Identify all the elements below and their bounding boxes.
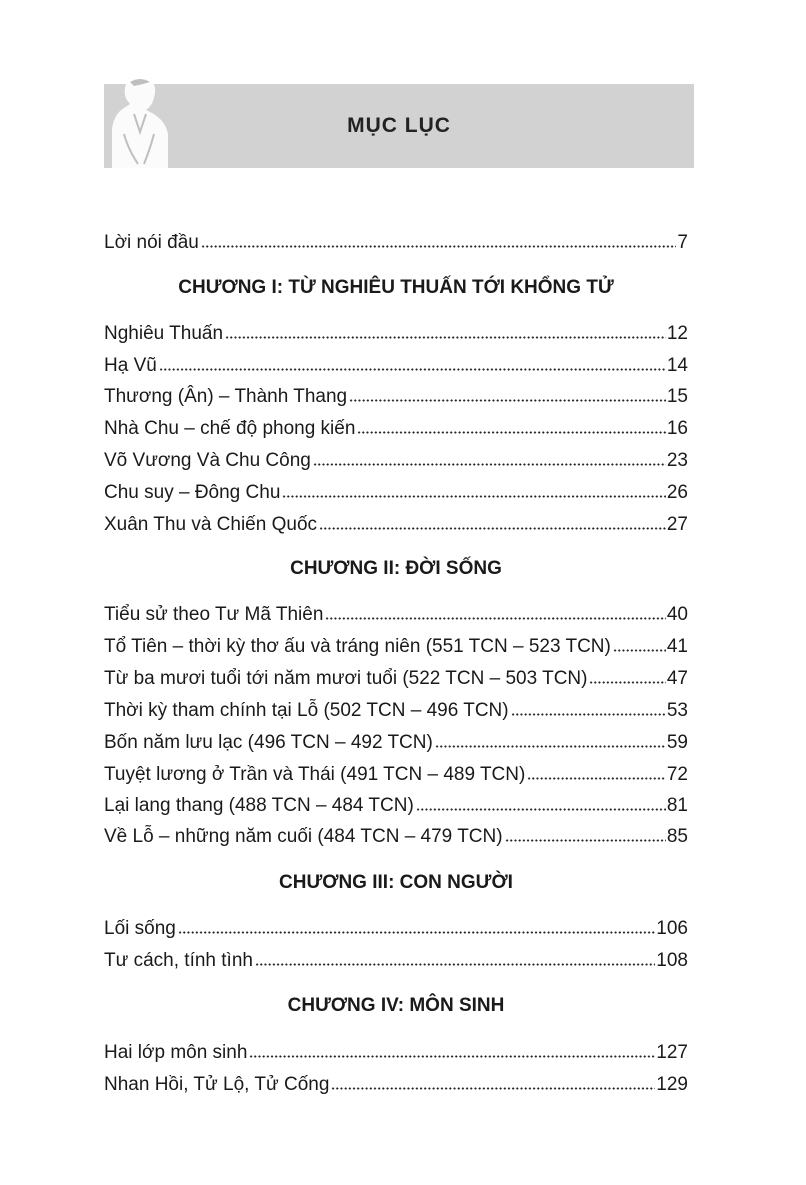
dot-leader [201,243,677,250]
dot-leader [178,929,655,936]
entry-title: Tuyệt lương ở Trần và Thái (491 TCN – 489 TCN) [104,764,526,785]
entry-title: Nhan Hồi, Tử Lộ, Tử Cống [104,1074,330,1095]
entry-title: Bốn năm lưu lạc (496 TCN – 492 TCN) [104,732,433,753]
entry-page: 7 [677,232,688,253]
toc-header [104,84,694,168]
entry-page: 40 [666,604,688,625]
entry-page: 129 [656,1074,688,1095]
entry-title: Từ ba mươi tuổi tới năm mươi tuổi (522 TCN – 503 TCN) [104,668,588,689]
entry-title: Tiểu sử theo Tư Mã Thiên [104,604,324,625]
dot-leader [255,961,655,968]
dot-leader [511,711,666,718]
entry-title: Thời kỳ tham chính tại Lỗ (502 TCN – 496 TCN) [104,700,509,721]
dot-leader [349,397,666,404]
entry-title: Thương (Ân) – Thành Thang [104,386,348,407]
toc-entry[interactable] [104,318,688,346]
page-title: MỤC LỤC [347,114,451,137]
entry-page: 27 [666,514,688,535]
entry-title: Nghiêu Thuấn [104,323,224,344]
entry-title: Hạ Vũ [104,355,157,376]
toc-entry[interactable] [104,913,688,941]
dot-leader [527,775,666,782]
toc-entry[interactable] [104,445,688,473]
dot-leader [505,837,666,844]
entry-page: 106 [656,918,688,939]
entry-title: Lối sống [104,918,176,939]
toc-entry[interactable] [104,790,688,818]
entry-page: 26 [666,482,688,503]
entry-page: 12 [666,323,688,344]
dot-leader [159,366,666,373]
entry-page: 127 [656,1042,688,1063]
entry-title: Hai lớp môn sinh [104,1042,248,1063]
entry-title: Xuân Thu và Chiến Quốc [104,514,318,535]
entry-title: Chu suy – Đông Chu [104,482,281,503]
entry-page: 41 [666,636,688,657]
toc-entry[interactable] [104,350,688,378]
toc-entry[interactable] [104,695,688,723]
dot-leader [319,525,666,532]
toc-entry[interactable] [104,759,688,787]
toc-entry[interactable] [104,413,688,441]
dot-leader [613,647,666,654]
dot-leader [313,461,666,468]
entry-page: 23 [666,450,688,471]
toc-entry[interactable] [104,599,688,627]
toc-entry[interactable] [104,509,688,537]
dot-leader [416,806,666,813]
entry-title: Về Lỗ – những năm cuối (484 TCN – 479 TCN) [104,826,503,847]
toc-entry[interactable] [104,821,688,849]
entry-title: Tư cách, tính tình [104,950,253,971]
entry-page: 16 [666,418,688,439]
chapter-heading-4: CHƯƠNG IV: MÔN SINH [287,995,505,1016]
chapter-heading-2: CHƯƠNG II: ĐỜI SỐNG [290,558,502,579]
entry-page: 53 [666,700,688,721]
entry-page: 85 [666,826,688,847]
chapter-heading-3: CHƯƠNG III: CON NGƯỜI [279,872,513,893]
entry-page: 14 [666,355,688,376]
toc-entry[interactable] [104,631,688,659]
toc-entry[interactable] [104,945,688,973]
dot-leader [435,743,666,750]
chapter-heading-1: CHƯƠNG I: TỪ NGHIÊU THUẤN TỚI KHỔNG TỬ [178,277,614,298]
toc-entry-preface[interactable] [104,227,688,255]
dot-leader [249,1053,655,1060]
dot-leader [282,493,665,500]
dot-leader [325,615,665,622]
entry-title: Tổ Tiên – thời kỳ thơ ấu và tráng niên (551 TCN – 523 TCN) [104,636,611,657]
toc-entry[interactable] [104,381,688,409]
dot-leader [225,334,666,341]
toc-entry[interactable] [104,1037,688,1065]
entry-title: Võ Vương Và Chu Công [104,450,311,471]
toc-entry[interactable] [104,727,688,755]
toc-entry[interactable] [104,663,688,691]
entry-page: 15 [666,386,688,407]
entry-page: 59 [666,732,688,753]
entry-title: Lại lang thang (488 TCN – 484 TCN) [104,795,414,816]
entry-title: Lời nói đầu [104,232,199,253]
dot-leader [331,1085,655,1092]
toc-entry[interactable] [104,1069,688,1097]
entry-page: 108 [656,950,688,971]
dot-leader [589,679,665,686]
entry-page: 72 [666,764,688,785]
entry-page: 81 [666,795,688,816]
entry-page: 47 [666,668,688,689]
dot-leader [357,429,665,436]
toc-entry[interactable] [104,477,688,505]
entry-title: Nhà Chu – chế độ phong kiến [104,418,356,439]
